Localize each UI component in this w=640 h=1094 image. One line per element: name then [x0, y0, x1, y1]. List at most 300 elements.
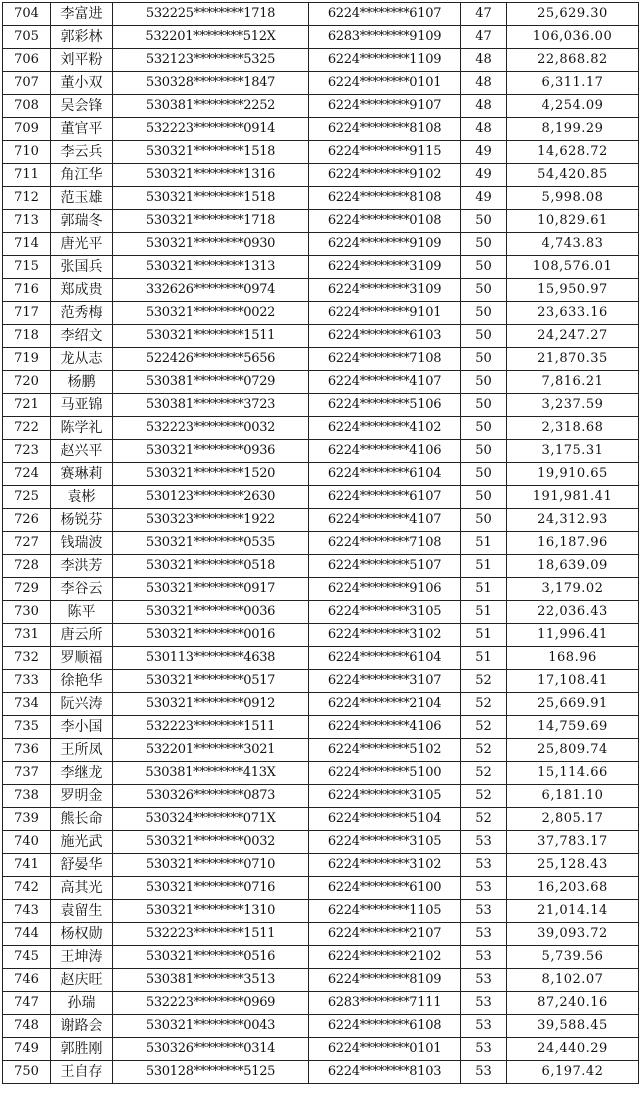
row-number: 742 — [3, 877, 51, 900]
count-cell: 48 — [461, 49, 507, 72]
card-number-cell: 6224********3109 — [309, 279, 461, 302]
name-cell: 李绍文 — [51, 325, 113, 348]
amount-cell: 8,102.07 — [507, 969, 639, 992]
row-number: 713 — [3, 210, 51, 233]
row-number: 726 — [3, 509, 51, 532]
count-cell: 50 — [461, 463, 507, 486]
table-row — [3, 992, 639, 1015]
count-cell: 53 — [461, 900, 507, 923]
id-number-cell: 530321********0936 — [113, 440, 309, 463]
count-cell: 50 — [461, 486, 507, 509]
card-number-cell: 6224********0101 — [309, 1038, 461, 1061]
count-cell: 53 — [461, 854, 507, 877]
name-cell: 李小国 — [51, 716, 113, 739]
table-row — [3, 279, 639, 302]
name-cell: 赵庆旺 — [51, 969, 113, 992]
card-number-cell: 6224********6107 — [309, 486, 461, 509]
amount-cell: 106,036.00 — [507, 26, 639, 49]
card-number-cell: 6224********9107 — [309, 95, 461, 118]
card-number-cell: 6224********4106 — [309, 440, 461, 463]
row-number: 721 — [3, 394, 51, 417]
count-cell: 50 — [461, 509, 507, 532]
amount-cell: 5,739.56 — [507, 946, 639, 969]
count-cell: 52 — [461, 693, 507, 716]
id-number-cell: 530123********2630 — [113, 486, 309, 509]
count-cell: 49 — [461, 141, 507, 164]
card-number-cell: 6224********6107 — [309, 3, 461, 26]
row-number: 716 — [3, 279, 51, 302]
name-cell: 王自存 — [51, 1061, 113, 1084]
card-number-cell: 6224********3109 — [309, 256, 461, 279]
count-cell: 50 — [461, 302, 507, 325]
row-number: 744 — [3, 923, 51, 946]
row-number: 720 — [3, 371, 51, 394]
id-number-cell: 530321********0022 — [113, 302, 309, 325]
count-cell: 52 — [461, 716, 507, 739]
amount-cell: 3,237.59 — [507, 394, 639, 417]
count-cell: 52 — [461, 808, 507, 831]
row-number: 739 — [3, 808, 51, 831]
amount-cell: 108,576.01 — [507, 256, 639, 279]
row-number: 741 — [3, 854, 51, 877]
count-cell: 53 — [461, 992, 507, 1015]
id-number-cell: 530113********4638 — [113, 647, 309, 670]
table-row — [3, 946, 639, 969]
id-number-cell: 530321********1511 — [113, 325, 309, 348]
table-row — [3, 118, 639, 141]
count-cell: 51 — [461, 647, 507, 670]
amount-cell: 25,128.43 — [507, 854, 639, 877]
row-number: 707 — [3, 72, 51, 95]
card-number-cell: 6224********2107 — [309, 923, 461, 946]
table-row — [3, 532, 639, 555]
name-cell: 袁留生 — [51, 900, 113, 923]
name-cell: 谢路会 — [51, 1015, 113, 1038]
name-cell: 郑成贵 — [51, 279, 113, 302]
row-number: 715 — [3, 256, 51, 279]
name-cell: 郭瑞冬 — [51, 210, 113, 233]
amount-cell: 17,108.41 — [507, 670, 639, 693]
row-number: 718 — [3, 325, 51, 348]
table-row — [3, 26, 639, 49]
name-cell: 李云兵 — [51, 141, 113, 164]
id-number-cell: 522426********5656 — [113, 348, 309, 371]
count-cell: 48 — [461, 95, 507, 118]
name-cell: 高其光 — [51, 877, 113, 900]
table-row — [3, 601, 639, 624]
table-row — [3, 854, 639, 877]
count-cell: 53 — [461, 1015, 507, 1038]
id-number-cell: 530321********1313 — [113, 256, 309, 279]
card-number-cell: 6224********1105 — [309, 900, 461, 923]
count-cell: 53 — [461, 923, 507, 946]
card-number-cell: 6224********4106 — [309, 716, 461, 739]
row-number: 717 — [3, 302, 51, 325]
name-cell: 王坤涛 — [51, 946, 113, 969]
amount-cell: 54,420.85 — [507, 164, 639, 187]
name-cell: 阮兴涛 — [51, 693, 113, 716]
id-number-cell: 530321********1718 — [113, 210, 309, 233]
id-number-cell: 530381********0729 — [113, 371, 309, 394]
row-number: 737 — [3, 762, 51, 785]
id-number-cell: 530328********1847 — [113, 72, 309, 95]
table-row — [3, 187, 639, 210]
table-row — [3, 256, 639, 279]
amount-cell: 14,628.72 — [507, 141, 639, 164]
amount-cell: 6,181.10 — [507, 785, 639, 808]
table-row — [3, 302, 639, 325]
name-cell: 李富进 — [51, 3, 113, 26]
id-number-cell: 530321********0036 — [113, 601, 309, 624]
amount-cell: 11,996.41 — [507, 624, 639, 647]
card-number-cell: 6224********0101 — [309, 72, 461, 95]
table-row — [3, 141, 639, 164]
table-row — [3, 900, 639, 923]
row-number: 745 — [3, 946, 51, 969]
count-cell: 51 — [461, 578, 507, 601]
card-number-cell: 6224********7108 — [309, 532, 461, 555]
card-number-cell: 6224********4102 — [309, 417, 461, 440]
row-number: 719 — [3, 348, 51, 371]
table-row — [3, 716, 639, 739]
row-number: 714 — [3, 233, 51, 256]
id-number-cell: 532201********3021 — [113, 739, 309, 762]
table-row — [3, 72, 639, 95]
card-number-cell: 6224********3107 — [309, 670, 461, 693]
row-number: 730 — [3, 601, 51, 624]
name-cell: 徐艳华 — [51, 670, 113, 693]
name-cell: 刘平粉 — [51, 49, 113, 72]
name-cell: 施光武 — [51, 831, 113, 854]
card-number-cell: 6224********6108 — [309, 1015, 461, 1038]
amount-cell: 7,816.21 — [507, 371, 639, 394]
card-number-cell: 6224********8108 — [309, 187, 461, 210]
row-number: 708 — [3, 95, 51, 118]
amount-cell: 16,203.68 — [507, 877, 639, 900]
name-cell: 董小双 — [51, 72, 113, 95]
amount-cell: 8,199.29 — [507, 118, 639, 141]
id-number-cell: 530321********0535 — [113, 532, 309, 555]
table-row — [3, 1015, 639, 1038]
count-cell: 50 — [461, 417, 507, 440]
count-cell: 53 — [461, 831, 507, 854]
count-cell: 50 — [461, 440, 507, 463]
count-cell: 47 — [461, 26, 507, 49]
name-cell: 李洪芳 — [51, 555, 113, 578]
count-cell: 49 — [461, 164, 507, 187]
name-cell: 陈学礼 — [51, 417, 113, 440]
table-row — [3, 509, 639, 532]
id-number-cell: 532223********0032 — [113, 417, 309, 440]
card-number-cell: 6224********1109 — [309, 49, 461, 72]
data-table — [2, 2, 639, 1084]
id-number-cell: 530128********5125 — [113, 1061, 309, 1084]
count-cell: 51 — [461, 624, 507, 647]
id-number-cell: 530321********0917 — [113, 578, 309, 601]
row-number: 746 — [3, 969, 51, 992]
row-number: 731 — [3, 624, 51, 647]
table-row — [3, 785, 639, 808]
id-number-cell: 530321********0710 — [113, 854, 309, 877]
amount-cell: 39,588.45 — [507, 1015, 639, 1038]
name-cell: 杨锐芬 — [51, 509, 113, 532]
name-cell: 赛琳莉 — [51, 463, 113, 486]
amount-cell: 3,179.02 — [507, 578, 639, 601]
name-cell: 袁彬 — [51, 486, 113, 509]
name-cell: 郭彩林 — [51, 26, 113, 49]
table-row — [3, 670, 639, 693]
name-cell: 李继龙 — [51, 762, 113, 785]
name-cell: 钱瑞波 — [51, 532, 113, 555]
amount-cell: 25,669.91 — [507, 693, 639, 716]
row-number: 704 — [3, 3, 51, 26]
amount-cell: 18,639.09 — [507, 555, 639, 578]
name-cell: 李谷云 — [51, 578, 113, 601]
card-number-cell: 6224********7108 — [309, 348, 461, 371]
card-number-cell: 6224********2104 — [309, 693, 461, 716]
table-row — [3, 555, 639, 578]
card-number-cell: 6224********8103 — [309, 1061, 461, 1084]
count-cell: 53 — [461, 1061, 507, 1084]
id-number-cell: 532123********5325 — [113, 49, 309, 72]
amount-cell: 37,783.17 — [507, 831, 639, 854]
name-cell: 范玉雄 — [51, 187, 113, 210]
id-number-cell: 530321********1520 — [113, 463, 309, 486]
count-cell: 52 — [461, 762, 507, 785]
card-number-cell: 6224********3105 — [309, 831, 461, 854]
table-row — [3, 164, 639, 187]
row-number: 724 — [3, 463, 51, 486]
amount-cell: 6,197.42 — [507, 1061, 639, 1084]
id-number-cell: 530326********0314 — [113, 1038, 309, 1061]
card-number-cell: 6224********4107 — [309, 371, 461, 394]
amount-cell: 3,175.31 — [507, 440, 639, 463]
amount-cell: 2,318.68 — [507, 417, 639, 440]
amount-cell: 24,440.29 — [507, 1038, 639, 1061]
card-number-cell: 6224********6104 — [309, 647, 461, 670]
table-row — [3, 739, 639, 762]
row-number: 743 — [3, 900, 51, 923]
card-number-cell: 6283********7111 — [309, 992, 461, 1015]
id-number-cell: 532223********1511 — [113, 923, 309, 946]
row-number: 710 — [3, 141, 51, 164]
amount-cell: 191,981.41 — [507, 486, 639, 509]
table-row — [3, 325, 639, 348]
table-row — [3, 969, 639, 992]
name-cell: 范秀梅 — [51, 302, 113, 325]
id-number-cell: 530321********0517 — [113, 670, 309, 693]
amount-cell: 25,629.30 — [507, 3, 639, 26]
id-number-cell: 530381********413X — [113, 762, 309, 785]
card-number-cell: 6224********5104 — [309, 808, 461, 831]
amount-cell: 22,036.43 — [507, 601, 639, 624]
table-row — [3, 877, 639, 900]
amount-cell: 24,247.27 — [507, 325, 639, 348]
table-row — [3, 440, 639, 463]
count-cell: 52 — [461, 785, 507, 808]
row-number: 712 — [3, 187, 51, 210]
row-number: 735 — [3, 716, 51, 739]
amount-cell: 22,868.82 — [507, 49, 639, 72]
card-number-cell: 6224********3102 — [309, 854, 461, 877]
amount-cell: 23,633.16 — [507, 302, 639, 325]
row-number: 749 — [3, 1038, 51, 1061]
row-number: 748 — [3, 1015, 51, 1038]
count-cell: 51 — [461, 601, 507, 624]
count-cell: 50 — [461, 325, 507, 348]
name-cell: 唐云所 — [51, 624, 113, 647]
count-cell: 51 — [461, 555, 507, 578]
amount-cell: 168.96 — [507, 647, 639, 670]
amount-cell: 15,950.97 — [507, 279, 639, 302]
amount-cell: 14,759.69 — [507, 716, 639, 739]
row-number: 709 — [3, 118, 51, 141]
card-number-cell: 6224********8108 — [309, 118, 461, 141]
count-cell: 50 — [461, 348, 507, 371]
table-row — [3, 371, 639, 394]
id-number-cell: 530321********0016 — [113, 624, 309, 647]
name-cell: 杨鹏 — [51, 371, 113, 394]
card-number-cell: 6224********5102 — [309, 739, 461, 762]
id-number-cell: 530324********071X — [113, 808, 309, 831]
id-number-cell: 532225********1718 — [113, 3, 309, 26]
row-number: 729 — [3, 578, 51, 601]
table-row — [3, 1038, 639, 1061]
count-cell: 50 — [461, 279, 507, 302]
count-cell: 53 — [461, 969, 507, 992]
table-row — [3, 578, 639, 601]
count-cell: 49 — [461, 187, 507, 210]
table-row — [3, 808, 639, 831]
id-number-cell: 530321********0716 — [113, 877, 309, 900]
row-number: 736 — [3, 739, 51, 762]
id-number-cell: 530381********3723 — [113, 394, 309, 417]
id-number-cell: 530321********1316 — [113, 164, 309, 187]
id-number-cell: 332626********0974 — [113, 279, 309, 302]
row-number: 733 — [3, 670, 51, 693]
row-number: 750 — [3, 1061, 51, 1084]
count-cell: 50 — [461, 394, 507, 417]
amount-cell: 4,254.09 — [507, 95, 639, 118]
id-number-cell: 530326********0873 — [113, 785, 309, 808]
id-number-cell: 530321********0518 — [113, 555, 309, 578]
card-number-cell: 6224********8109 — [309, 969, 461, 992]
amount-cell: 21,014.14 — [507, 900, 639, 923]
table-row — [3, 1061, 639, 1084]
table-row — [3, 417, 639, 440]
id-number-cell: 530323********1922 — [113, 509, 309, 532]
name-cell: 孙瑞 — [51, 992, 113, 1015]
id-number-cell: 532201********512X — [113, 26, 309, 49]
name-cell: 王所凤 — [51, 739, 113, 762]
row-number: 725 — [3, 486, 51, 509]
count-cell: 47 — [461, 3, 507, 26]
row-number: 711 — [3, 164, 51, 187]
card-number-cell: 6224********5106 — [309, 394, 461, 417]
card-number-cell: 6224********6100 — [309, 877, 461, 900]
name-cell: 舒晏华 — [51, 854, 113, 877]
id-number-cell: 530321********0043 — [113, 1015, 309, 1038]
id-number-cell: 532223********0969 — [113, 992, 309, 1015]
row-number: 723 — [3, 440, 51, 463]
card-number-cell: 6224********9102 — [309, 164, 461, 187]
count-cell: 50 — [461, 210, 507, 233]
amount-cell: 4,743.83 — [507, 233, 639, 256]
count-cell: 53 — [461, 946, 507, 969]
card-number-cell: 6224********2102 — [309, 946, 461, 969]
name-cell: 熊长命 — [51, 808, 113, 831]
card-number-cell: 6224********4107 — [309, 509, 461, 532]
id-number-cell: 532223********0914 — [113, 118, 309, 141]
row-number: 728 — [3, 555, 51, 578]
amount-cell: 10,829.61 — [507, 210, 639, 233]
name-cell: 马亚锦 — [51, 394, 113, 417]
name-cell: 角江华 — [51, 164, 113, 187]
id-number-cell: 530381********3513 — [113, 969, 309, 992]
row-number: 734 — [3, 693, 51, 716]
row-number: 747 — [3, 992, 51, 1015]
card-number-cell: 6224********9101 — [309, 302, 461, 325]
name-cell: 吴会锋 — [51, 95, 113, 118]
table-row — [3, 210, 639, 233]
table-row — [3, 624, 639, 647]
table-row — [3, 394, 639, 417]
table-row — [3, 647, 639, 670]
card-number-cell: 6224********5107 — [309, 555, 461, 578]
row-number: 727 — [3, 532, 51, 555]
id-number-cell: 530381********2252 — [113, 95, 309, 118]
id-number-cell: 530321********0930 — [113, 233, 309, 256]
name-cell: 张国兵 — [51, 256, 113, 279]
row-number: 740 — [3, 831, 51, 854]
amount-cell: 25,809.74 — [507, 739, 639, 762]
amount-cell: 87,240.16 — [507, 992, 639, 1015]
id-number-cell: 530321********1518 — [113, 187, 309, 210]
count-cell: 51 — [461, 532, 507, 555]
amount-cell: 2,805.17 — [507, 808, 639, 831]
table-row — [3, 95, 639, 118]
amount-cell: 19,910.65 — [507, 463, 639, 486]
amount-cell: 24,312.93 — [507, 509, 639, 532]
count-cell: 50 — [461, 371, 507, 394]
card-number-cell: 6224********6104 — [309, 463, 461, 486]
name-cell: 杨权勋 — [51, 923, 113, 946]
table-row — [3, 348, 639, 371]
table-body — [3, 3, 639, 1084]
count-cell: 52 — [461, 670, 507, 693]
name-cell: 董官平 — [51, 118, 113, 141]
table-row — [3, 693, 639, 716]
name-cell: 龙从志 — [51, 348, 113, 371]
id-number-cell: 530321********0516 — [113, 946, 309, 969]
row-number: 705 — [3, 26, 51, 49]
card-number-cell: 6224********3102 — [309, 624, 461, 647]
amount-cell: 21,870.35 — [507, 348, 639, 371]
name-cell: 陈平 — [51, 601, 113, 624]
row-number: 732 — [3, 647, 51, 670]
id-number-cell: 530321********1310 — [113, 900, 309, 923]
id-number-cell: 530321********1518 — [113, 141, 309, 164]
table-row — [3, 49, 639, 72]
name-cell: 罗顺福 — [51, 647, 113, 670]
name-cell: 赵兴平 — [51, 440, 113, 463]
table-row — [3, 233, 639, 256]
id-number-cell: 530321********0032 — [113, 831, 309, 854]
count-cell: 48 — [461, 118, 507, 141]
card-number-cell: 6224********9115 — [309, 141, 461, 164]
count-cell: 53 — [461, 1038, 507, 1061]
card-number-cell: 6224********3105 — [309, 601, 461, 624]
